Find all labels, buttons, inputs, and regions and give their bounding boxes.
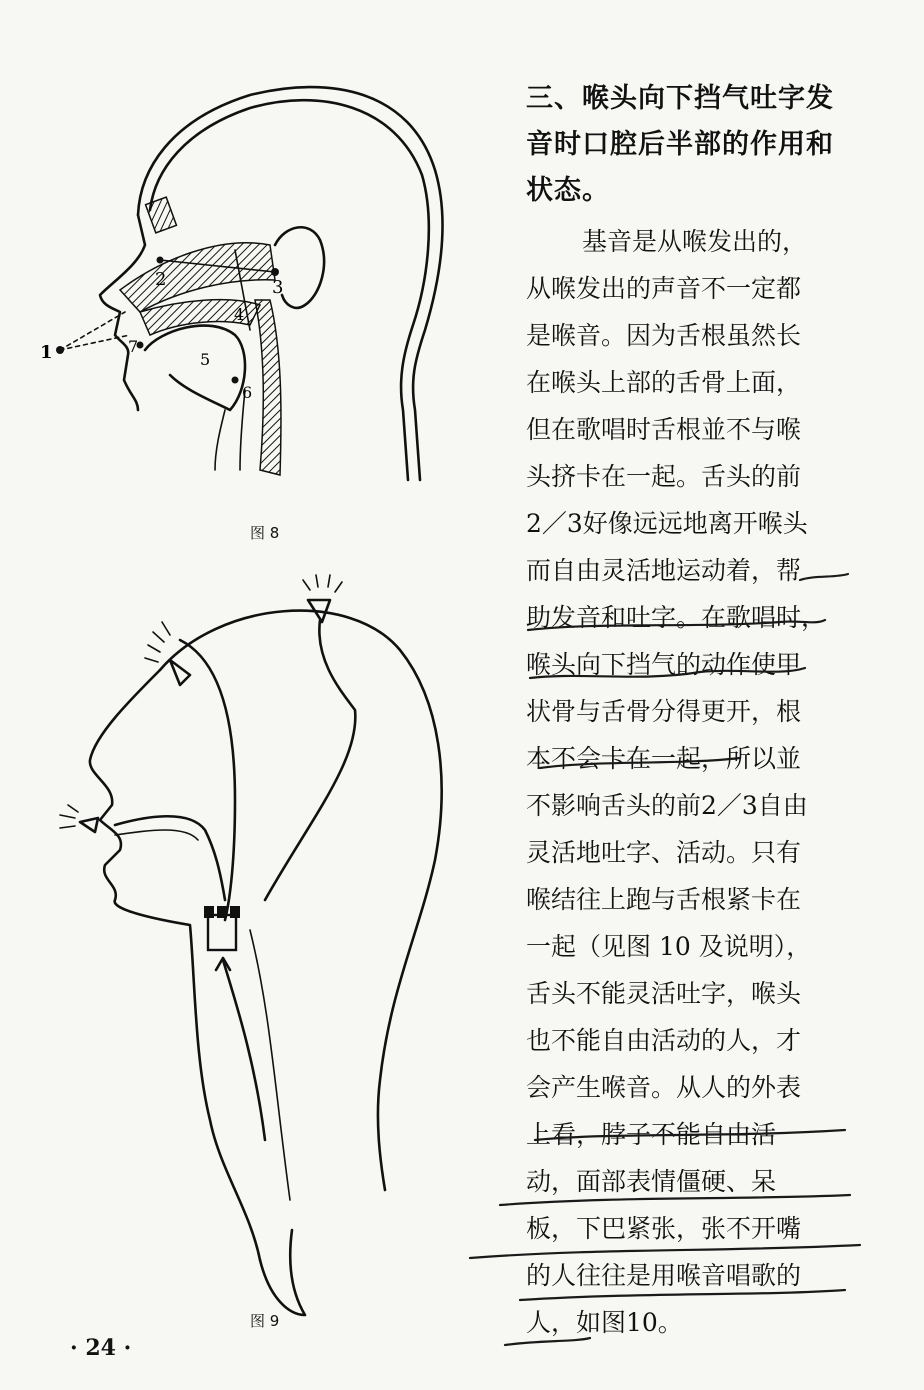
- body-paragraph: [526, 218, 856, 1346]
- heading-line: 音时口腔后半部的作用和: [526, 129, 834, 160]
- body-line: 2／3好像远远地离开喉头: [526, 509, 808, 538]
- body-line: 动，面部表情僵硬、呆: [526, 1167, 777, 1196]
- face-profile: [100, 215, 145, 410]
- body-line: 基音是从喉发出的，: [582, 227, 808, 256]
- body-line: 助发音和吐字。在歌唱时，: [526, 603, 827, 632]
- page-number: · 24 ·: [70, 1335, 132, 1361]
- body-line: 喉头向下挡气的动作使甲: [526, 650, 802, 679]
- body-line: 的人往往是用喉音唱歌的: [526, 1261, 802, 1290]
- figure-8-head-section: [20, 50, 500, 520]
- body-line: 不影响舌头的前2／3自由: [526, 791, 808, 820]
- tongue: [145, 326, 245, 410]
- label-2: 2: [155, 269, 167, 290]
- section-heading: [526, 76, 856, 214]
- body-line: 也不能自由活动的人，才: [526, 1026, 802, 1055]
- body-line: 喉结往上跑与舌根紧卡在: [526, 885, 802, 914]
- figure-9-caption: 图 9: [250, 1312, 280, 1330]
- figure-9-resonance: [20, 560, 500, 1320]
- heading-line: 三、喉头向下挡气吐字发: [526, 83, 834, 114]
- heading-line: 状态。: [526, 175, 610, 206]
- label-5: 5: [200, 350, 211, 369]
- body-line: 一起（见图 10 及说明），: [526, 932, 812, 961]
- body-line: 但在歌唱时舌根並不与喉: [526, 415, 802, 444]
- label-1: 1: [40, 342, 53, 363]
- body-line: 上看，脖子不能自由活: [526, 1120, 777, 1149]
- body-line: 人，如图10。: [526, 1308, 683, 1337]
- body-line: 板，下巴紧张，张不开嘴: [526, 1214, 802, 1243]
- body-line: 而自由灵活地运动着，帮: [526, 556, 802, 585]
- body-line: 是喉音。因为舌根虽然长: [526, 321, 802, 350]
- label-7: 7: [128, 337, 139, 356]
- label-6: 6: [242, 383, 253, 402]
- body-line: 从喉发出的声音不一定都: [526, 274, 802, 303]
- head-outline: [160, 611, 442, 1190]
- body-line: 本不会卡在一起，所以並: [526, 744, 802, 773]
- body-line: 头挤卡在一起。舌头的前: [526, 462, 802, 491]
- figure-8-caption: 图 8: [250, 524, 280, 542]
- body-line: 会产生喉音。从人的外表: [526, 1073, 802, 1102]
- body-line: 在喉头上部的舌骨上面，: [526, 368, 802, 397]
- body-line: 状骨与舌骨分得更开，根: [526, 697, 802, 726]
- label-3: 3: [272, 277, 284, 298]
- body-line: 舌头不能灵活吐字，喉头: [526, 979, 802, 1008]
- body-line: 灵活地吐字、活动。只有: [526, 838, 802, 867]
- label-4: 4: [234, 305, 245, 324]
